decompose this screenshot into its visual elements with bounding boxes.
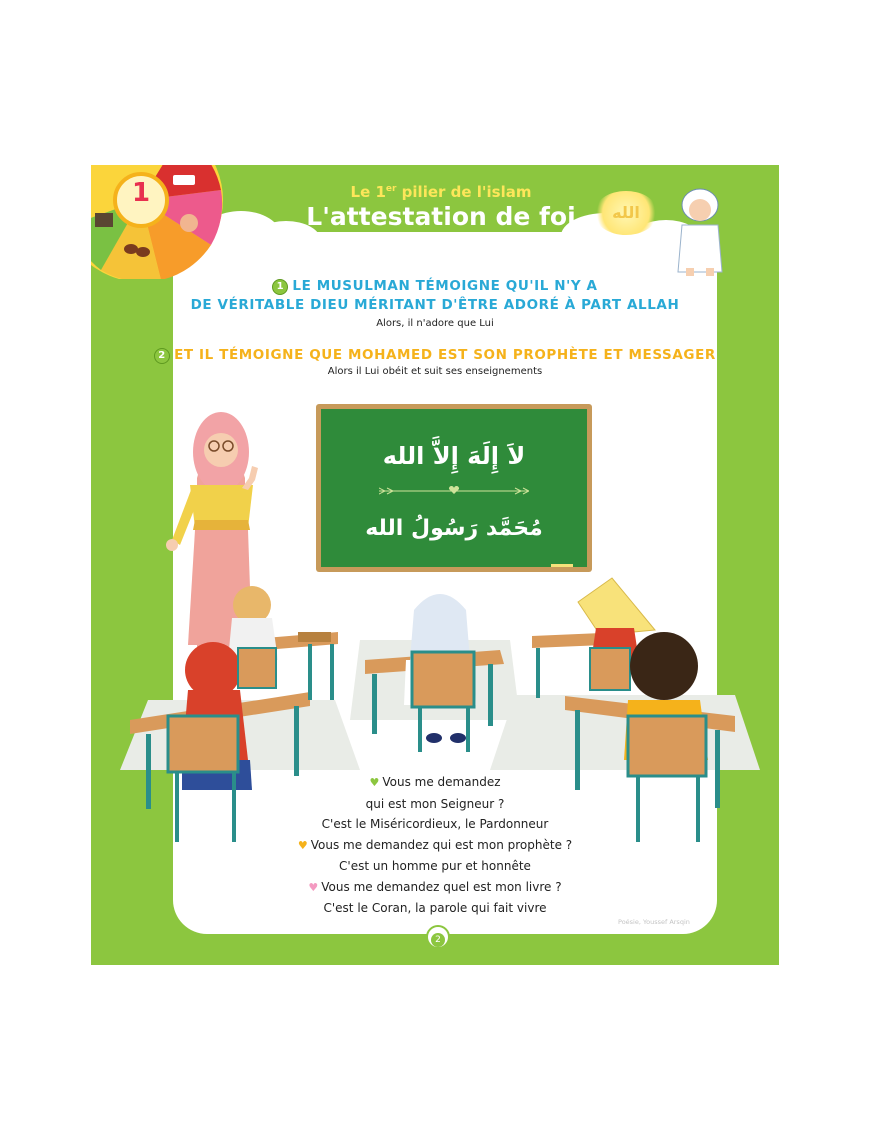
pillar-subtitle (276, 183, 606, 201)
page-number-badge (426, 925, 450, 949)
allah-badge: الله (594, 191, 658, 235)
poem-line: qui est mon Seigneur ? (365, 796, 505, 811)
poem-line: C'est le Coran, la parole qui fait vivre (323, 901, 547, 915)
point-1-line-2: DE VÉRITABLE DIEU MÉRITANT D'ÊTRE ADORÉ À PART ALLAH (190, 297, 680, 313)
poem-line: ♥ Vous me demandez (290, 772, 580, 794)
page-title: L'attestation de foi (306, 202, 576, 231)
poem-line: ♥ Vous me demandez quel est mon livre ? (290, 877, 580, 899)
blackboard-surface (321, 409, 587, 567)
poem-line: ♥ Vous me demandez qui est mon prophète ? (290, 835, 580, 857)
point-1-note: Alors, il n'adore que Lui (376, 318, 494, 329)
poem-line: C'est le Miséricordieux, le Pardonneur (321, 817, 549, 831)
poem-line: C'est un homme pur et honnête (339, 859, 531, 873)
point-2-note: Alors il Lui obéit et suit ses enseignements (327, 366, 543, 377)
shahada-line-1: لاَ إِلَهَ إِلاَّ الله (382, 442, 526, 470)
subtitle-text: Le 1 (350, 183, 386, 201)
blackboard (316, 404, 592, 572)
subtitle-text-end: pilier de l'islam (396, 183, 532, 201)
heart-icon: ♥ (369, 776, 380, 789)
poem-credit: Poésie, Youssef Arsqin (618, 918, 690, 926)
page-number: 2 (431, 933, 445, 947)
chalk (551, 564, 573, 567)
title-block (276, 183, 606, 231)
divider-ornament-icon (379, 485, 529, 497)
point-2-line-1: ET IL TÉMOIGNE QUE MOHAMED EST SON PROPHÈTE ET MESSAGER (174, 347, 716, 363)
poem (290, 772, 580, 919)
point-1-line-1: LE MUSULMAN TÉMOIGNE QU'IL N'Y A (292, 278, 598, 294)
pillar-number: 1 (131, 178, 151, 208)
heart-icon: ♥ (297, 838, 308, 852)
point-2 (0, 346, 870, 365)
subtitle-superscript: er (385, 184, 397, 194)
point-number-badge: 2 (154, 348, 170, 364)
shahada-line-2: مُحَمَّد رَسُولُ الله (365, 516, 543, 541)
point-1 (0, 277, 870, 315)
heart-icon: ♥ (308, 880, 319, 894)
point-number-badge: 1 (272, 279, 288, 295)
